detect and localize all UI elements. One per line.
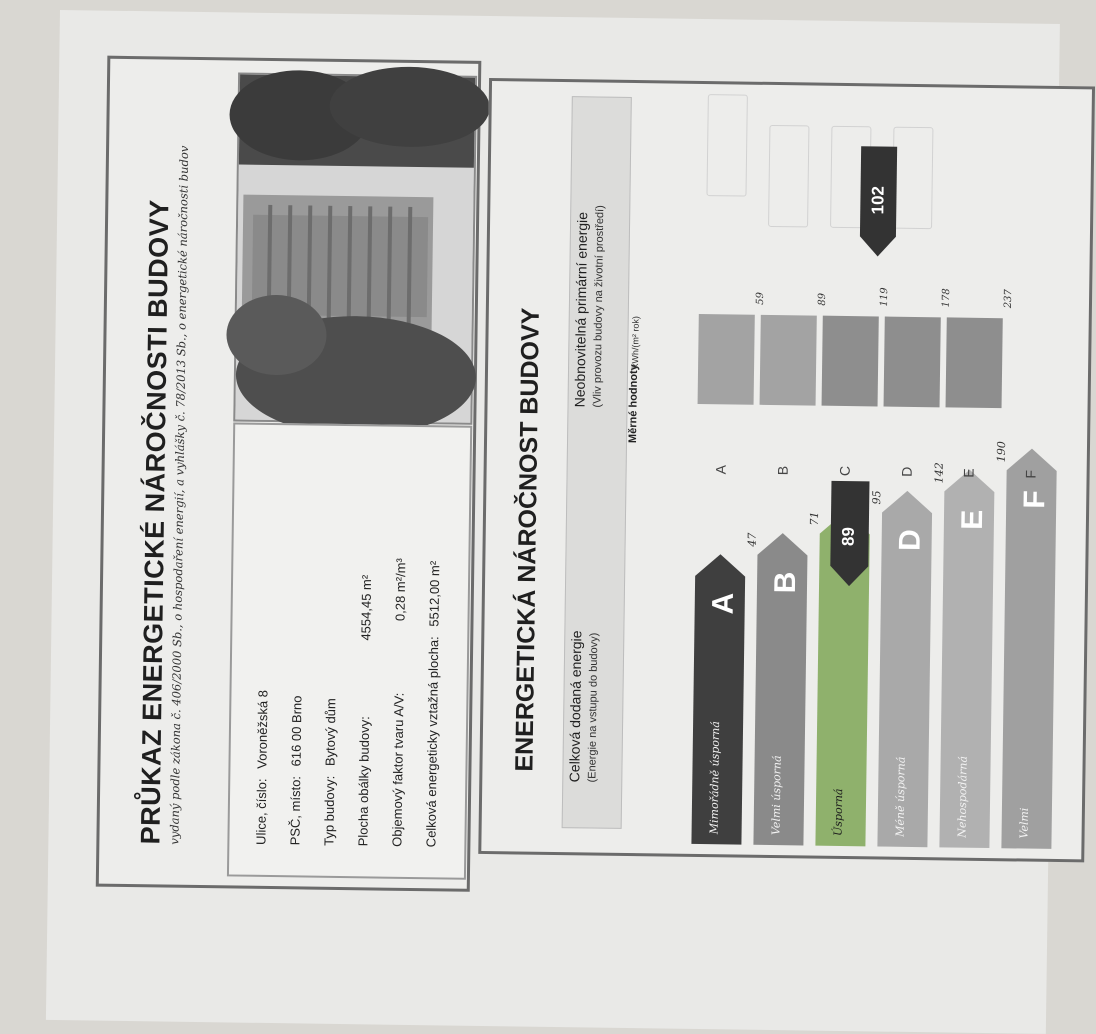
class-row-letter: B (774, 465, 791, 476)
header-pane (96, 56, 482, 892)
street-value: Voroněžská 8 (254, 689, 271, 769)
delivered-title: Celková dodaná energie (566, 630, 585, 783)
class-threshold: 71 (807, 511, 822, 526)
class-threshold: 47 (745, 532, 759, 547)
class-threshold: 190 (994, 441, 1009, 463)
primary-subtitle: (Vliv provozu budovy na životní prostředí) (591, 205, 607, 408)
class-label: Nehospodárná (955, 755, 970, 838)
info-psc (287, 695, 304, 845)
class-label: Méně úsporná (893, 756, 908, 837)
class-row-letter: E (960, 468, 977, 478)
info-envelope (355, 575, 374, 847)
class-label: Mimořádně úsporná (707, 721, 723, 835)
primary-bar (884, 317, 941, 408)
class-letter: E (955, 509, 990, 531)
primary-threshold: 237 (1002, 289, 1015, 309)
primary-threshold: 178 (940, 288, 953, 308)
primary-threshold: 89 (816, 292, 829, 306)
info-area (423, 561, 442, 848)
primary-threshold: 59 (754, 291, 767, 305)
delivered-value: 89 (838, 527, 858, 547)
class-threshold: 142 (932, 462, 946, 484)
shape-value: 0,28 m²/m³ (392, 558, 409, 622)
primary-bar (946, 317, 1003, 408)
class-arrow-a (691, 554, 745, 845)
primary-indicator (860, 146, 898, 256)
envelope-value: 4554,45 m² (358, 574, 375, 641)
primary-bar (760, 315, 817, 406)
shape-label: Objemový faktor tvaru A/V: (389, 692, 407, 847)
class-arrow-e (939, 469, 994, 848)
class-row-letter: A (712, 464, 729, 475)
envelope-label: Plocha obálky budovy: (355, 716, 373, 847)
placeholder-arrow (768, 125, 809, 228)
class-row-letter: D (898, 466, 915, 477)
class-letter: F (1018, 490, 1052, 509)
class-label: Úsporná (831, 788, 846, 837)
class-row-letter: F (1022, 469, 1039, 479)
energy-pane (478, 78, 1095, 862)
building-info (227, 422, 472, 879)
certificate-title: PRŮKAZ ENERGETICKÉ NÁROČNOSTI BUDOVY (135, 199, 175, 845)
building-photo-icon (235, 75, 475, 423)
building-photo (233, 72, 477, 424)
energy-section-title: ENERGETICKÁ NÁROČNOST BUDOVY (510, 307, 545, 772)
placeholder-arrow (706, 94, 747, 197)
delivered-indicator (830, 481, 869, 587)
class-arrow-b (753, 533, 807, 846)
class-arrow-d (877, 491, 932, 848)
info-type (321, 698, 338, 846)
primary-bar (698, 314, 755, 405)
info-street (253, 690, 270, 845)
info-shape (389, 558, 408, 847)
class-arrow-f (1001, 448, 1057, 849)
certificate-page (46, 10, 1060, 1034)
area-label: Celková energeticky vztažná plocha: (423, 636, 442, 848)
primary-title: Neobnovitelná primární energie (571, 211, 591, 408)
street-label: Ulice, číslo: (253, 778, 270, 845)
psc-label: PSČ, místo: (287, 775, 304, 846)
energy-scale (481, 81, 1092, 859)
area-value: 5512,00 m² (426, 560, 443, 627)
type-label: Typ budovy: (321, 775, 338, 846)
certificate-subtitle: vydaný podle zákona č. 406/2000 Sb., o hospodaření energií, a vyhlášky č. 78/2013 Sb., o energetické náročnosti budov (167, 145, 192, 845)
class-label: Velmi (1017, 807, 1031, 839)
delivered-subtitle: (Energie na vstupu do budovy) (586, 632, 601, 783)
primary-value: 102 (868, 185, 888, 215)
class-row-letter: C (836, 465, 853, 477)
type-value: Bytový dům (322, 698, 339, 767)
primary-threshold: 119 (878, 287, 891, 307)
psc-value: 616 00 Brno (288, 695, 305, 767)
class-letter: A (706, 592, 740, 615)
class-threshold: 95 (870, 490, 884, 505)
placeholder-arrow (892, 127, 933, 230)
primary-bar (822, 316, 879, 407)
class-label: Velmi úsporná (769, 755, 784, 836)
class-letter: D (893, 529, 927, 552)
class-letter: B (768, 571, 803, 594)
unit-label: Měrné hodnoty (627, 364, 641, 444)
unit-text: kWh/(m² rok) (630, 315, 641, 369)
